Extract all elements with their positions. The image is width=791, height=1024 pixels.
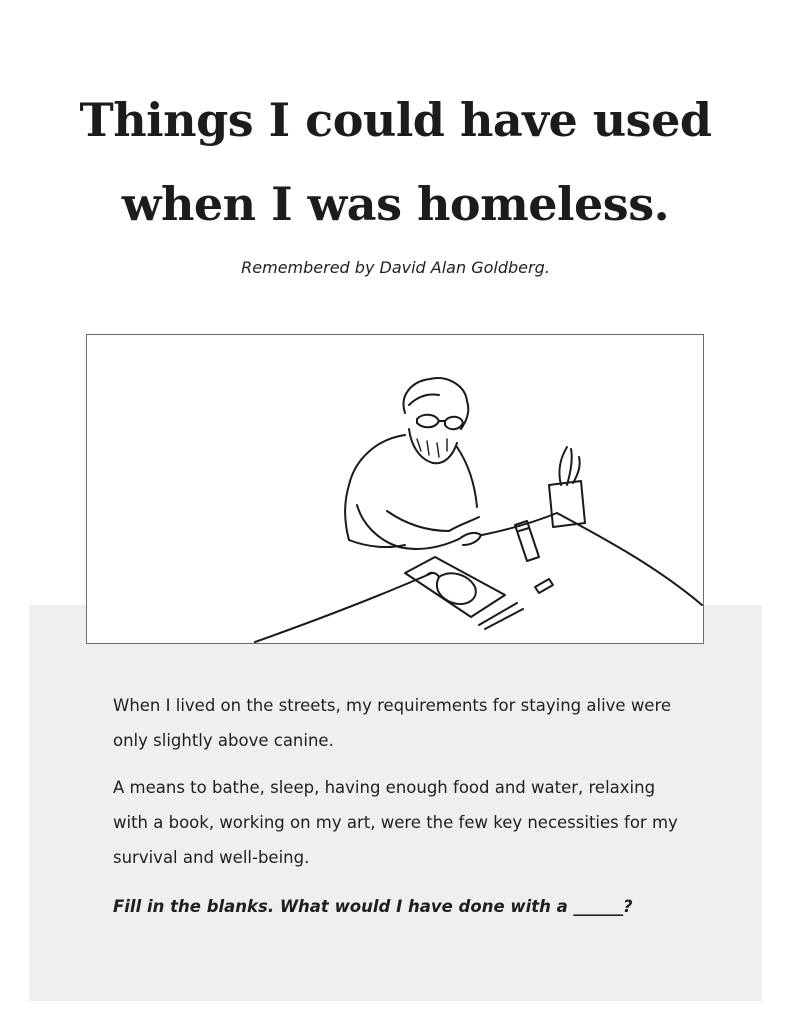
body-text: [113, 688, 693, 936]
paragraph-intro: When I lived on the streets, my requirements for staying alive were only slightly above canine.: [113, 696, 672, 750]
page-title-line-2: when I was homeless.: [121, 177, 670, 231]
page-title: [0, 78, 791, 246]
paragraph-necessities: A means to bathe, sleep, having enough food and water, relaxing with a book, working on my art, were the few key necessities for my survival and well-being.: [113, 778, 678, 867]
byline: Remembered by David Alan Goldberg.: [241, 258, 550, 277]
sketch-of-man-drawing-at-table-icon: [87, 335, 703, 643]
page-title-line-1: Things I could have used: [79, 93, 712, 147]
illustration-frame: [86, 334, 704, 644]
fill-in-prompt: Fill in the blanks. What would I have done with a ______?: [113, 897, 633, 916]
